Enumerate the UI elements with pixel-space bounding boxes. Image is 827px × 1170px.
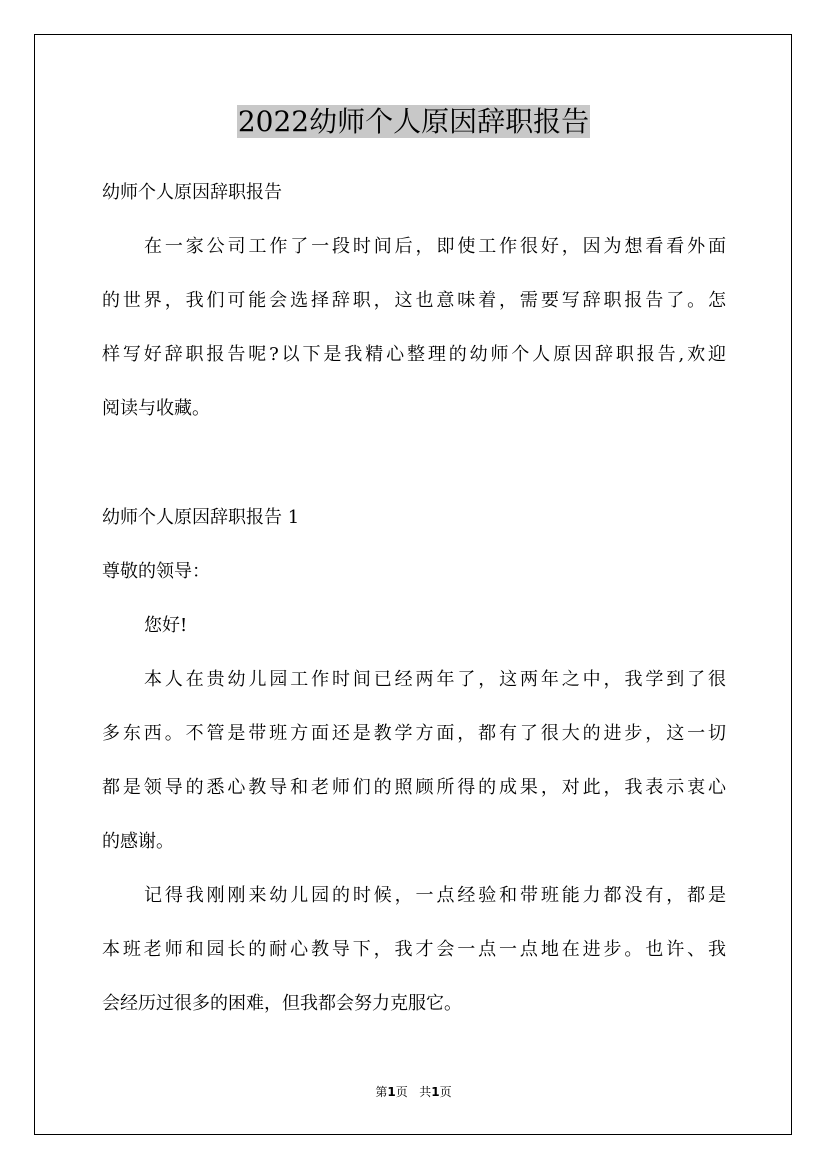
paragraph1-line-3: 都是领导的悉心教导和老师们的照顾所得的成果，对此，我表示衷心: [102, 777, 726, 798]
footer-page-prefix: 第: [375, 1085, 388, 1099]
paragraph1-line-1: 本人在贵幼儿园工作时间已经两年了，这两年之中，我学到了很: [144, 669, 726, 690]
footer-page-mid: 页 共: [395, 1085, 432, 1099]
footer-page-total: 1: [431, 1085, 440, 1099]
paragraph2-line-2: 本班老师和园长的耐心教导下，我才会一点一点地在进步。也许、我: [102, 939, 726, 960]
page-footer: [0, 1084, 827, 1100]
footer-page-current: 1: [387, 1085, 396, 1099]
intro-line-1: 在一家公司工作了一段时间后，即使工作很好，因为想看看外面: [144, 236, 726, 257]
footer-page-suffix: 页: [439, 1085, 452, 1099]
intro-line-3: 样写好辞职报告呢?以下是我精心整理的幼师个人原因辞职报告,欢迎: [102, 344, 726, 365]
paragraph1-line-4: 的感谢。: [102, 831, 174, 852]
document-title-text: 2022幼师个人原因辞职报告: [237, 105, 590, 138]
paragraph2-line-3: 会经历过很多的困难，但我都会努力克服它。: [102, 993, 462, 1014]
salutation: 尊敬的领导：: [102, 561, 210, 582]
greeting: 您好!: [144, 615, 188, 636]
section-heading: 幼师个人原因辞职报告 1: [102, 507, 300, 528]
document-title: [0, 100, 827, 144]
paragraph2-line-1: 记得我刚刚来幼儿园的时候，一点经验和带班能力都没有，都是: [144, 885, 726, 906]
intro-line-4: 阅读与收藏。: [102, 398, 210, 419]
paragraph1-line-2: 多东西。不管是带班方面还是教学方面，都有了很大的进步，这一切: [102, 723, 726, 744]
intro-line-2: 的世界，我们可能会选择辞职，这也意味着，需要写辞职报告了。怎: [102, 290, 726, 311]
document-subtitle: 幼师个人原因辞职报告: [102, 182, 282, 203]
